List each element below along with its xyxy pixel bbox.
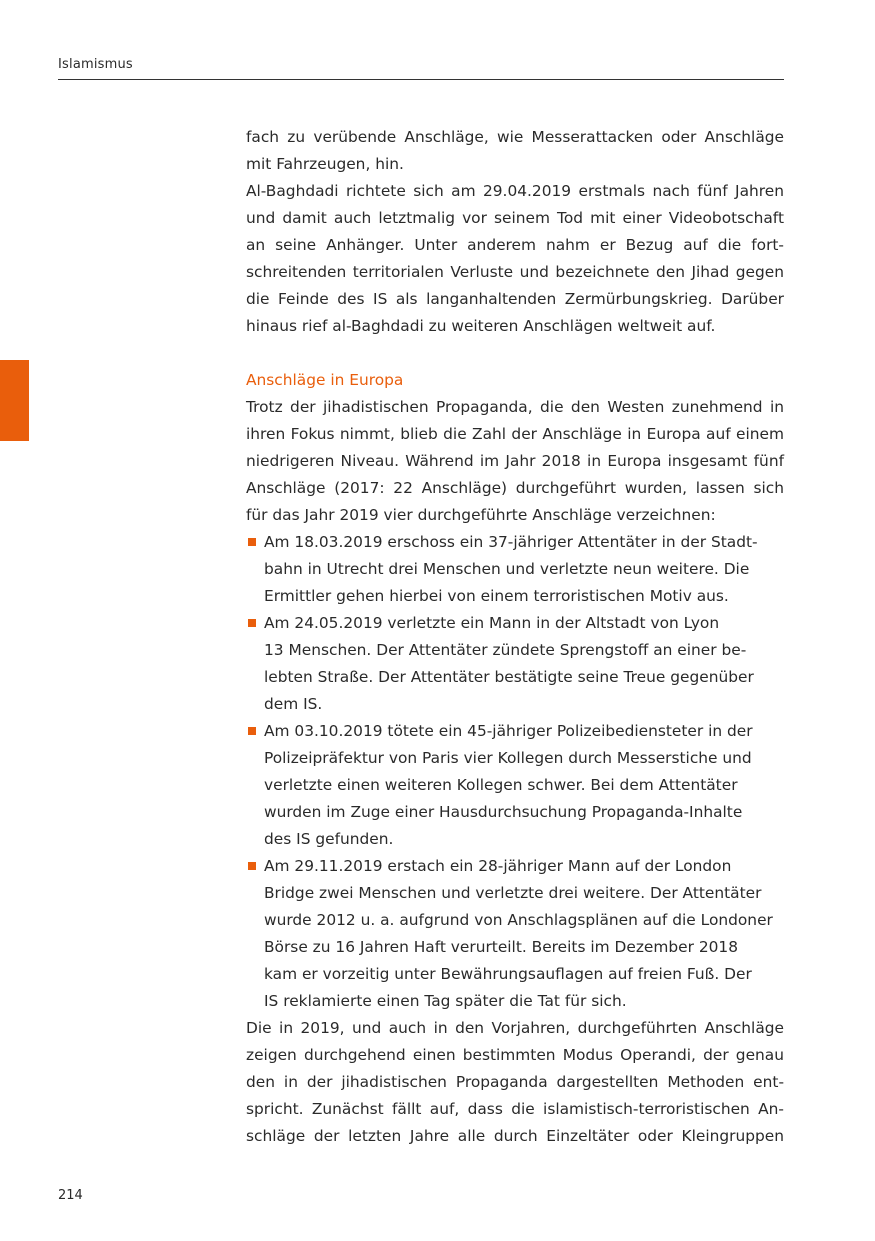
list-item	[246, 610, 784, 718]
text-line: bahn in Utrecht drei Menschen und verletzte neun weitere. Die	[264, 560, 750, 578]
body-text	[246, 124, 784, 1150]
page-number: 214	[58, 1188, 83, 1203]
intro-paragraph	[246, 124, 784, 178]
text-line: fach zu verübende Anschläge, wie Messerattacken oder Anschläge	[246, 128, 784, 146]
text-line: Ermittler gehen hierbei von einem terroristischen Motiv aus.	[264, 587, 729, 605]
text-line: lebten Straße. Der Attentäter bestätigte seine Treue gegenüber	[264, 668, 754, 686]
closing-paragraph	[246, 1015, 784, 1150]
text-line: niedrigeren Niveau. Während im Jahr 2018 in Europa insgesamt fünf	[246, 452, 784, 470]
text-line: und damit auch letztmalig vor seinem Tod mit einer Videobotschaft	[246, 209, 784, 227]
text-line: die Feinde des IS als langanhaltenden Zermürbungskrieg. Darüber	[246, 290, 784, 308]
text-line: Börse zu 16 Jahren Haft verurteilt. Bereits im Dezember 2018	[264, 938, 739, 956]
text-line: Am 03.10.2019 tötete ein 45-jähriger Polizeibediensteter in der	[264, 722, 753, 740]
text-line: Bridge zwei Menschen und verletzte drei weitere. Der Attentäter	[264, 884, 762, 902]
text-line: hinaus rief al-Baghdadi zu weiteren Anschlägen weltweit auf.	[246, 317, 716, 335]
square-bullet-icon	[248, 727, 256, 735]
text-line: Am 29.11.2019 erstach ein 28-jähriger Mann auf der London	[264, 857, 732, 875]
list-item	[246, 853, 784, 1015]
running-header: Islamismus	[58, 57, 133, 72]
list-item	[246, 529, 784, 610]
square-bullet-icon	[248, 538, 256, 546]
text-line: den in der jihadistischen Propaganda dargestellten Methoden ent-	[246, 1073, 784, 1091]
baghdadi-paragraph	[246, 178, 784, 340]
square-bullet-icon	[248, 619, 256, 627]
text-line: verletzte einen weiteren Kollegen schwer. Bei dem Attentäter	[264, 776, 738, 794]
text-line: 13 Menschen. Der Attentäter zündete Sprengstoff an einer be-	[264, 641, 747, 659]
text-line: Am 18.03.2019 erschoss ein 37-jähriger Attentäter in der Stadt-	[264, 533, 758, 551]
text-line: mit Fahrzeugen, hin.	[246, 155, 404, 173]
paragraph-gap	[246, 340, 784, 367]
text-line: Die in 2019, und auch in den Vorjahren, durchgeführten Anschläge	[246, 1019, 784, 1037]
text-line: Anschläge (2017: 22 Anschläge) durchgeführt wurden, lassen sich	[246, 479, 784, 497]
text-line: an seine Anhänger. Unter anderem nahm er Bezug auf die fort-	[246, 236, 784, 254]
text-line: IS reklamierte einen Tag später die Tat für sich.	[264, 992, 627, 1010]
square-bullet-icon	[248, 862, 256, 870]
attack-list	[246, 529, 784, 1015]
text-line: Al-Baghdadi richtete sich am 29.04.2019 erstmals nach fünf Jahren	[246, 182, 784, 200]
chapter-tab-marker	[0, 360, 29, 441]
text-line: schläge der letzten Jahre alle durch Einzeltäter oder Kleingruppen	[246, 1127, 784, 1145]
text-line: ihren Fokus nimmt, blieb die Zahl der Anschläge in Europa auf einem	[246, 425, 784, 443]
text-line: schreitenden territorialen Verluste und bezeichnete den Jihad gegen	[246, 263, 784, 281]
header-divider	[58, 79, 784, 80]
text-line: wurde 2012 u. a. aufgrund von Anschlagsplänen auf die Londoner	[264, 911, 773, 929]
text-line: wurden im Zuge einer Hausdurchsuchung Propaganda-Inhalte	[264, 803, 743, 821]
text-line: zeigen durchgehend einen bestimmten Modus Operandi, der genau	[246, 1046, 784, 1064]
text-line: dem IS.	[264, 695, 323, 713]
text-line: Trotz der jihadistischen Propaganda, die den Westen zunehmend in	[246, 398, 784, 416]
text-line: kam er vorzeitig unter Bewährungsauflagen auf freien Fuß. Der	[264, 965, 752, 983]
text-line: für das Jahr 2019 vier durchgeführte Anschläge verzeichnen:	[246, 506, 716, 524]
text-line: Polizeipräfektur von Paris vier Kollegen durch Messerstiche und	[264, 749, 752, 767]
text-line: des IS gefunden.	[264, 830, 394, 848]
text-line: spricht. Zunächst fällt auf, dass die islamistisch-terroristischen An-	[246, 1100, 784, 1118]
section-intro-paragraph	[246, 394, 784, 529]
list-item	[246, 718, 784, 853]
text-line: Am 24.05.2019 verletzte ein Mann in der Altstadt von Lyon	[264, 614, 720, 632]
section-heading: Anschläge in Europa	[246, 371, 404, 389]
